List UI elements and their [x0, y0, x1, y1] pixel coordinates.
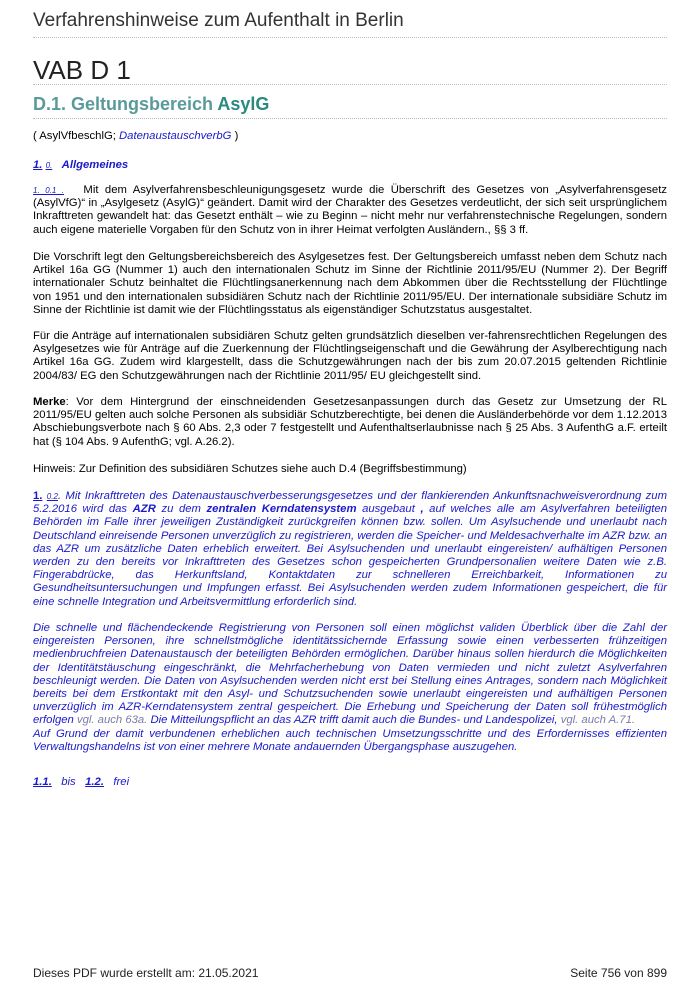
cross-reference-a71: vgl. auch A.71. — [560, 714, 636, 727]
heading-allgemeines — [33, 159, 667, 172]
paragraph-1-number-link[interactable]: 1. 0.1 . — [33, 186, 65, 195]
paragraph-frei: 1.1. bis 1.2. frei — [33, 776, 130, 788]
doc-code: VAB D 1 — [33, 55, 131, 85]
footer-page-number: Seite 756 von 899 — [570, 966, 667, 980]
paragraph-registrierung: Die schnelle und flächendeckende Registrierung von Personen soll einen möglichst validen Überblick über die Zahl der eingereisten Personen, ihre schnellstmögliche identitätssichernde Erfassung sowie einen verbesserten frühzeitigen medienbruchfreien Datenaustausch der beteiligten Behörden ermöglichen. Darüber hinaus sollen hierdurch die Möglichkeiten der Identitätstäuschung eingeschränkt, die Mehrfacherhebung von Daten vermieden und nicht zuletzt Asylverfahren beschleunigt werden. Die Daten von Asylsuchenden werden nicht erst bei Stellung eines Antrages, sondern nach Möglichkeit bereits bei dem Erstkontakt mit den Asyl- und Schutzsuchenden sowie unerlaubt eingereisten und aufhältigen Personen unverzüglich im AZR-Kerndatensystem zentral gespeichert. Die Erhebung und Speicherung der Daten soll frühestmöglich erfolgen vgl. auch 63a. Die Mitteilungspflicht an das AZR trifft damit auch die Bundes- und Landespolizei, vgl. auch A.71. Auf Grund der damit verbundenen erheblichen auch technischen Umsetzungsschritte und des Erfordernisses effizienten Verwaltungshandelns ist von einer mehrere Monate andauernden Übergangsphase auszugehen. — [33, 622, 667, 753]
paragraph-azr: 1. 0.2. Mit Inkrafttreten des Datenaustauschverbesserungsgesetzes und der flankierenden Ankunftsnachweisverordnung zum 5.2.2016 wird das AZR zu dem zentralen Kerndatensystem ausgebaut , auf welches alle am Asylverfahren beteiligten Behörden im Falle ihrer jeweiligen Zuständigkeit zurückgreifen können bzw. sollen. Um Asylsuchende und unerlaubt nach Deutschland einreisende Personen unverzüglich zu registrieren, werden die Speicher- und Meldesachverhalte im AZR bzw. an das AZR um zusätzliche Daten erheblich erweitert. Bei Asylsuchenden und unerlaubt eingereisten/ aufhältigen Personen werden zu den bereits vor Inkrafttreten des Gesetzes schon gespeicherten Grundpersonalien weitere Daten wie z.B. Fingerabdrücke, das Herkunftsland, Kontaktdaten zur schnelleren Erreichbarkeit, Informationen zu Gesundheitsuntersuchungen und Impfungen erfasst. Bei Asylsuchenden werden zudem Informationen gespeichert, die für eine schnelle Integration und Arbeitsvermittlung erforderlich sind. — [33, 490, 668, 608]
heading-sub-link[interactable]: 0. — [45, 161, 53, 170]
paragraph-1: 1. 0.1 . Mit dem Asylverfahrensbeschleunigungsgesetz wurde die Überschrift des Gesetzes von „Asylverfahrensgesetz (AsylVfG)“ in „Asylgesetz (AsylG)“ geändert. Damit wird der Charakter des Gesetzes verdeutlicht, der sich seit ursprünglichem Inkrafttreten gewandelt hat: das Gesetzt enthält – wie zu Beginn – nicht mehr nur verfahrenstechnische Regelungen, sondern auch eigene materielle Vorgaben für den Schutz von in ihrer Heimat verfolgten Ausländern., §§ 3 ff. — [33, 184, 667, 236]
references-line: ( AsylVfbeschlG; DatenaustauschverbG ) — [33, 130, 239, 142]
paragraph-3: Für die Anträge auf internationalen subsidiären Schutz gelten grundsätzlich dieselben ver-fahrensrechtlichen Regelungen des Asylgesetzes wie für Anträge auf die Zuerkennung der Flüchtlingseigenschaft und die Gewährung der Asylberechtigung nach Artikel 16a GG. Zudem wird klargestellt, dass die Schutzgewährungen nach der bis zum 20.07.2015 geltenden Richtlinie 2004/83/ EG den Schutzgewährungen nach der Richtlinie 2011/95/ EU gleichgestellt sind. — [33, 330, 667, 382]
header-divider — [33, 37, 667, 38]
title-divider — [33, 84, 667, 85]
heading-label: Allgemeines — [61, 159, 129, 171]
cross-reference-63a: vgl. auch 63a. — [76, 714, 148, 727]
link-1-2[interactable]: 1.2. — [85, 776, 104, 788]
paragraph-azr-number-link[interactable]: 1. — [33, 490, 43, 502]
section-title: D.1. Geltungsbereich AsylG — [33, 94, 270, 114]
paragraph-2: Die Vorschrift legt den Geltungsbereichsbereich des Asylgesetzes fest. Der Geltungsbereich umfasst neben dem Schutz nach Artikel 16a GG (Nummer 1) auch den internationalen Schutz im Sinne der Richtlinie 2011/95/EU (Nummer 2). Der Begriff internationaler Schutz beinhaltet die Flüchtlingsanerkennung nach dem Abkommen über die Rechtsstellung der Flüchtlinge von 1951 und den internationalen subsidiären Schutz nach der Richtlinie 2011/95/EU. Der internationale subsidiäre Schutz im Sinne der Richtlinie ist damit wie der Flüchtlingsstatus als eigenständiger Schutzstatus ausgestaltet. — [33, 251, 667, 316]
section-title-accent: AsylG — [217, 94, 270, 114]
header-title: Verfahrenshinweise zum Aufenthalt in Berlin — [33, 10, 404, 31]
paragraph-merke: Merke: Vor dem Hintergrund der einschneidenden Gesetzesanpassungen durch das Gesetz zur Umsetzung der RL 2011/95/EU gelten auch solche Personen als subsidiär Schutzberechtigte, bei denen die Ausländerbehörde vor dem 1.12.2013 Abschiebungsverbote nach § 60 Abs. 2,3 oder 7 festgestellt und Aufenthaltserlaubnisse nach § 25 Abs. 3 AufenthG a.F. erteilt hat (§ 104 Abs. 9 AufenthG; vgl. A.26.2). — [33, 396, 667, 448]
paragraph-hinweis: Hinweis: Zur Definition des subsidiären Schutzes siehe auch D.4 (Begriffsbestimmung) — [33, 463, 467, 475]
section-divider — [33, 118, 667, 119]
link-1-1[interactable]: 1.1. — [33, 776, 52, 788]
reference-link[interactable]: DatenaustauschverbG — [119, 130, 232, 142]
footer-created: Dieses PDF wurde erstellt am: 21.05.2021 — [33, 966, 259, 980]
paragraph-azr-sub-link[interactable]: 0.2 — [46, 492, 58, 501]
heading-number-link[interactable]: 1. — [33, 159, 43, 171]
